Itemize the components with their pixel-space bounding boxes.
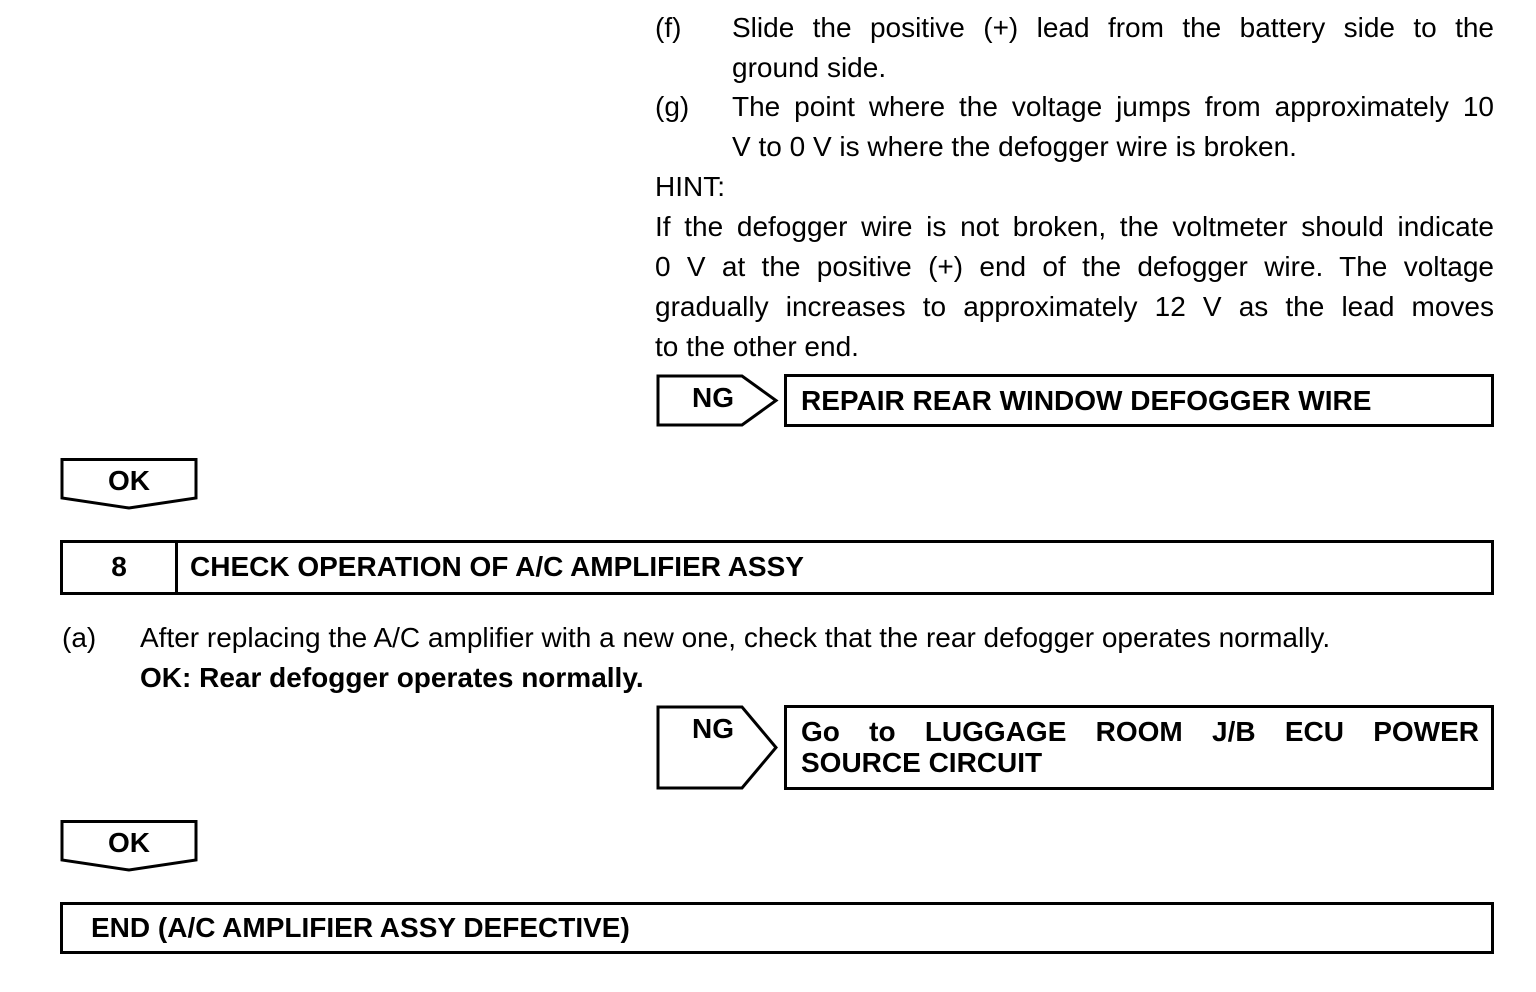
ng-result-line-1: Go to LUGGAGE ROOM J/B ECU POWER bbox=[801, 716, 1479, 747]
step-g-line-1: The point where the voltage jumps from approximately 10 bbox=[732, 91, 1494, 122]
ng-result-box-repair-wire: REPAIR REAR WINDOW DEFOGGER WIRE bbox=[784, 374, 1494, 427]
step-8a-text: After replacing the A/C amplifier with a new one, check that the rear defogger operates normally. bbox=[140, 622, 1331, 653]
step-8a-ok-condition: OK: Rear defogger operates normally. bbox=[140, 662, 644, 693]
step-number: 8 bbox=[63, 543, 178, 592]
hint-text bbox=[655, 207, 1494, 367]
hint-line-2: 0 V at the positive (+) end of the defogger wire. The voltage bbox=[655, 251, 1494, 282]
step-8-header bbox=[60, 540, 1494, 595]
ng-result-line-2: SOURCE CIRCUIT bbox=[801, 747, 1043, 778]
ng-result-box-power-source bbox=[784, 705, 1494, 790]
ok-label: OK bbox=[108, 827, 150, 858]
hint-line-3: gradually increases to approximately 12 V as the lead moves bbox=[655, 291, 1494, 322]
step-f-text bbox=[732, 8, 1494, 88]
ng-label: NG bbox=[692, 713, 734, 744]
step-g-label: (g) bbox=[655, 91, 690, 122]
hint-line-1: If the defogger wire is not broken, the voltmeter should indicate bbox=[655, 211, 1494, 242]
step-g-line-2: V to 0 V is where the defogger wire is broken. bbox=[732, 131, 1297, 162]
hint-label: HINT: bbox=[655, 171, 725, 202]
ok-label: OK bbox=[108, 465, 150, 496]
hint-line-4: to the other end. bbox=[655, 331, 859, 362]
step-f-line-1: Slide the positive (+) lead from the battery side to the bbox=[732, 12, 1494, 43]
ng-label: NG bbox=[692, 382, 734, 413]
step-g-text bbox=[732, 87, 1494, 167]
step-f-line-2: ground side. bbox=[732, 52, 887, 83]
end-box: END (A/C AMPLIFIER ASSY DEFECTIVE) bbox=[60, 902, 1494, 954]
step-f-label: (f) bbox=[655, 12, 682, 43]
step-8a-label: (a) bbox=[62, 622, 97, 653]
step-title: CHECK OPERATION OF A/C AMPLIFIER ASSY bbox=[190, 551, 804, 582]
